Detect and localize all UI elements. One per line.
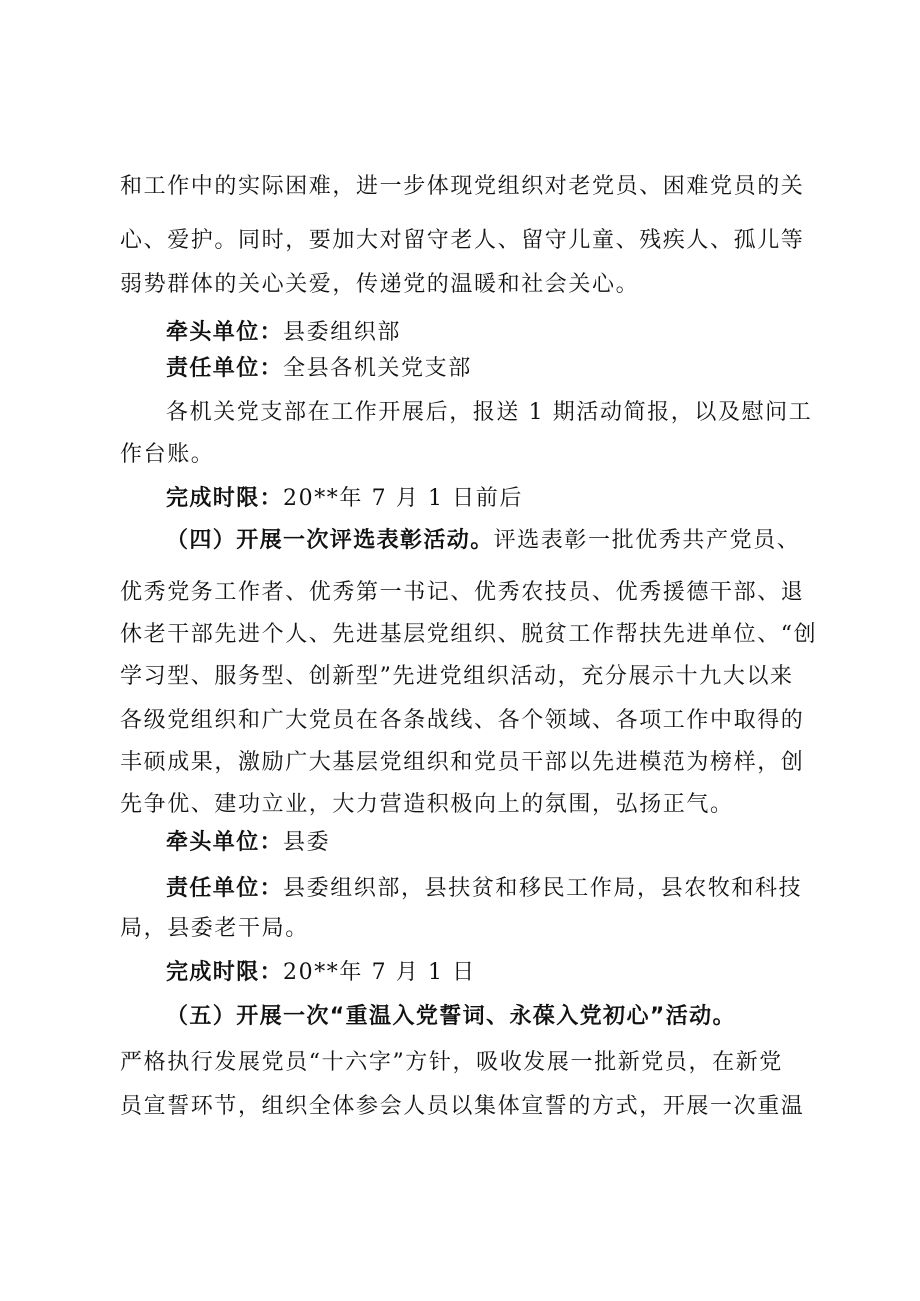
responsible-unit-label: 责任单位： xyxy=(166,876,284,901)
paragraph-line: 学习型、服务型、创新型”先进党组织活动，充分展示十九大以来 xyxy=(120,664,794,689)
section-4-text: 评选表彰一批优秀共产党员、 xyxy=(493,528,801,553)
paragraph-line: 丰硕成果，激励广大基层党组织和党员干部以先进模范为榜样，创 xyxy=(120,750,805,775)
paragraph-line: 弱势群体的关心关爱，传递党的温暖和社会关心。 xyxy=(120,272,640,297)
deadline-value: 20**年 7 月 1 日前后 xyxy=(283,486,523,511)
lead-unit-label: 牵头单位： xyxy=(166,320,284,345)
deadline-row xyxy=(166,958,476,988)
lead-unit-value: 县委组织部 xyxy=(283,320,402,345)
paragraph-line: 作台账。 xyxy=(120,442,215,467)
paragraph-line: 严格执行发展党员“十六字”方针，吸收发展一批新党员，在新党 xyxy=(120,1050,783,1075)
deadline-label: 完成时限： xyxy=(166,960,284,985)
lead-unit-value: 县委 xyxy=(283,830,331,855)
responsible-unit-value: 全县各机关党支部 xyxy=(283,356,472,381)
lead-unit-row xyxy=(166,828,330,858)
responsible-unit-value: 县委组织部，县扶贫和移民工作局，县农牧和科技 xyxy=(283,876,803,901)
section-4-first-line xyxy=(166,526,800,556)
paragraph-line: 心、爱护。同时，要加大对留守老人、留守儿童、残疾人、孤儿等 xyxy=(120,228,805,253)
responsible-unit-row xyxy=(166,354,472,384)
responsible-unit-label: 责任单位： xyxy=(166,356,284,381)
paragraph-line: 优秀党务工作者、优秀第一书记、优秀农技员、优秀援德干部、退 xyxy=(120,580,805,605)
responsible-unit-row xyxy=(166,874,802,904)
deadline-value: 20**年 7 月 1 日 xyxy=(283,960,476,985)
paragraph-line: 员宣誓环节，组织全体参会人员以集体宣誓的方式，开展一次重温 xyxy=(120,1094,805,1119)
paragraph-line: 和工作中的实际困难，进一步体现党组织对老党员、困难党员的关 xyxy=(120,174,805,199)
paragraph-line: 休老干部先进个人、先进基层党组织、脱贫工作帮扶先进单位、“创 xyxy=(120,622,818,647)
paragraph-line: 各机关党支部在工作开展后，报送 1 期活动简报，以及慰问工 xyxy=(166,400,813,425)
deadline-label: 完成时限： xyxy=(166,486,284,511)
paragraph-line: 先争优、建功立业，大力营造积极向上的氛围，弘扬正气。 xyxy=(120,792,734,817)
paragraph-line: 局，县委老干局。 xyxy=(120,916,309,941)
section-5-heading: （五）开展一次“重温入党誓词、永葆入党初心”活动。 xyxy=(166,1004,736,1029)
lead-unit-row xyxy=(166,318,401,348)
lead-unit-label: 牵头单位： xyxy=(166,830,284,855)
section-4-heading: （四）开展一次评选表彰活动。 xyxy=(166,528,494,553)
deadline-row xyxy=(166,484,523,514)
paragraph-line: 各级党组织和广大党员在各条战线、各个领域、各项工作中取得的 xyxy=(120,708,805,733)
